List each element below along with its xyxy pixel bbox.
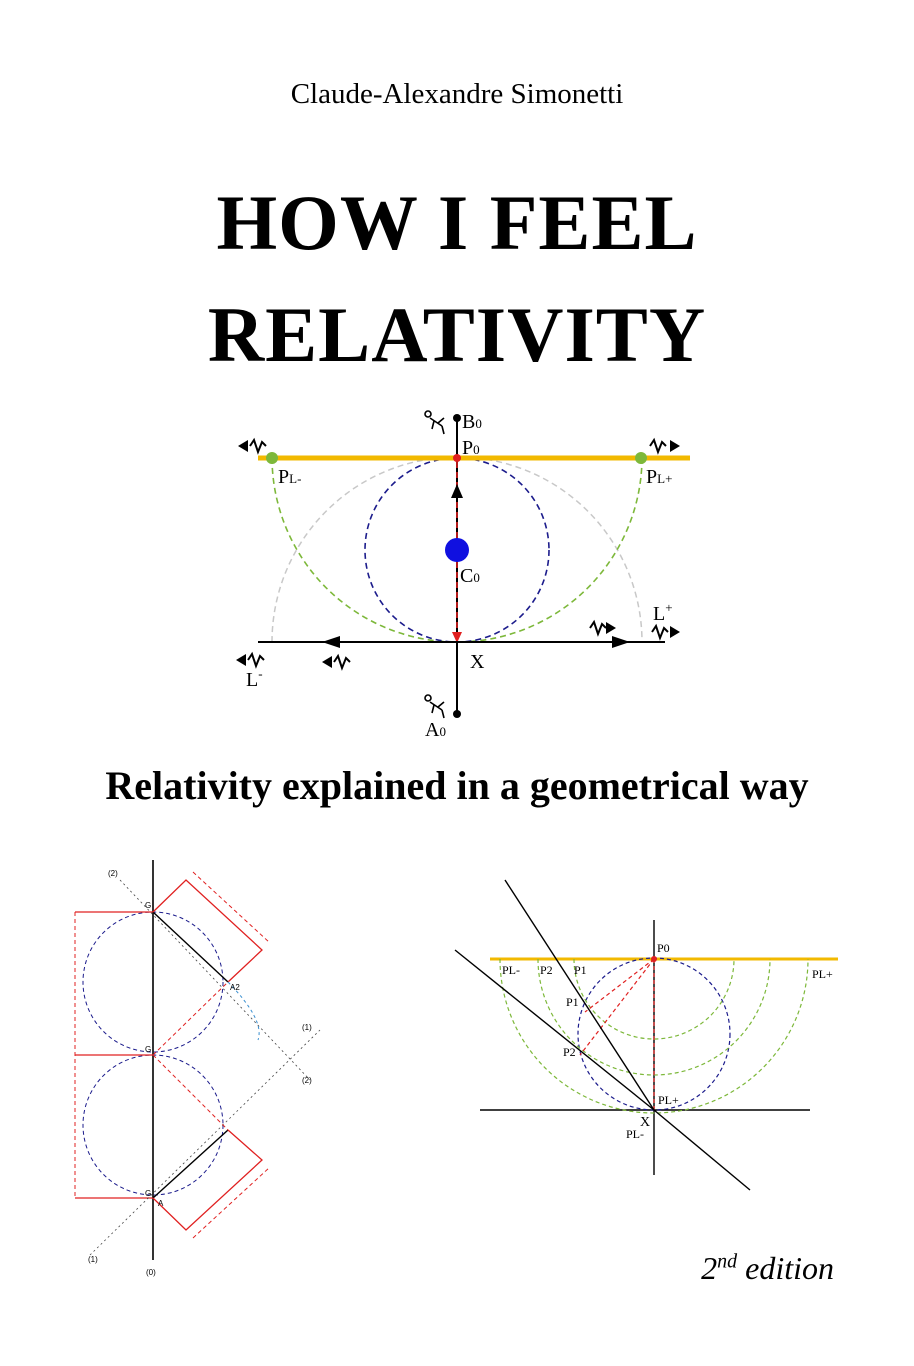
pl-plus-point (635, 452, 647, 464)
a0-point (453, 710, 461, 718)
svg-text:PL+: PL+ (812, 967, 833, 981)
wave-icon-right-1 (590, 622, 616, 634)
diag-1 (90, 1030, 320, 1255)
label-l-plus: L+ (653, 600, 673, 625)
right-arrow (612, 636, 630, 648)
b0-point (453, 414, 461, 422)
figure-icon-bottom (425, 695, 444, 718)
svg-text:P2: P2 (563, 1045, 576, 1059)
label-pl-plus: PL+ (646, 466, 673, 488)
svg-text:PL-: PL- (502, 963, 520, 977)
label-c0: C0 (460, 565, 480, 587)
svg-text:P0: P0 (657, 941, 670, 955)
up-arrow (451, 484, 463, 498)
svg-text:(1): (1) (88, 1255, 98, 1264)
svg-text:(2): (2) (108, 869, 118, 878)
wave-icon-top-right (650, 440, 680, 452)
svg-text:P1: P1 (574, 963, 587, 977)
label-p0: P0 (462, 437, 480, 459)
figure-icon-top (425, 411, 444, 434)
svg-text:G: G (145, 1045, 152, 1054)
right-diagram (455, 880, 838, 1190)
wave-icon-right-2 (652, 626, 680, 638)
svg-text:G: G (145, 901, 152, 910)
wave-icon-left-1 (236, 654, 264, 666)
svg-text:G: G (145, 1189, 152, 1198)
svg-text:(1): (1) (302, 1023, 312, 1032)
svg-text:X: X (640, 1115, 651, 1130)
wave-icon-left-2 (322, 656, 350, 668)
title-line-1: HOW I FEEL (216, 179, 698, 266)
wave-icon-top-left (238, 440, 266, 452)
label-l-minus: L- (246, 666, 263, 691)
left-arrow (322, 636, 340, 648)
svg-text:P2: P2 (540, 963, 553, 977)
p0-point (453, 454, 461, 462)
c0-ball (445, 538, 469, 562)
title-line-2: RELATIVITY (207, 291, 707, 378)
pl-minus-point (266, 452, 278, 464)
svg-text:PL-: PL- (626, 1127, 644, 1141)
subtitle: Relativity explained in a geometrical way (105, 763, 809, 808)
svg-text:A: A (158, 1199, 164, 1208)
svg-text:P1: P1 (566, 995, 579, 1009)
svg-text:(0): (0) (146, 1268, 156, 1277)
svg-text:PL+: PL+ (658, 1093, 679, 1107)
author-name: Claude-Alexandre Simonetti (290, 78, 624, 110)
svg-text:A2: A2 (230, 983, 240, 992)
label-x: X (470, 651, 485, 673)
label-b0: B0 (462, 411, 482, 433)
edition-label: 2nd edition (701, 1250, 834, 1286)
left-diagram (75, 860, 320, 1277)
label-a0: A0 (425, 719, 446, 741)
label-pl-minus: PL- (278, 466, 302, 488)
svg-text:(2): (2) (302, 1076, 312, 1085)
